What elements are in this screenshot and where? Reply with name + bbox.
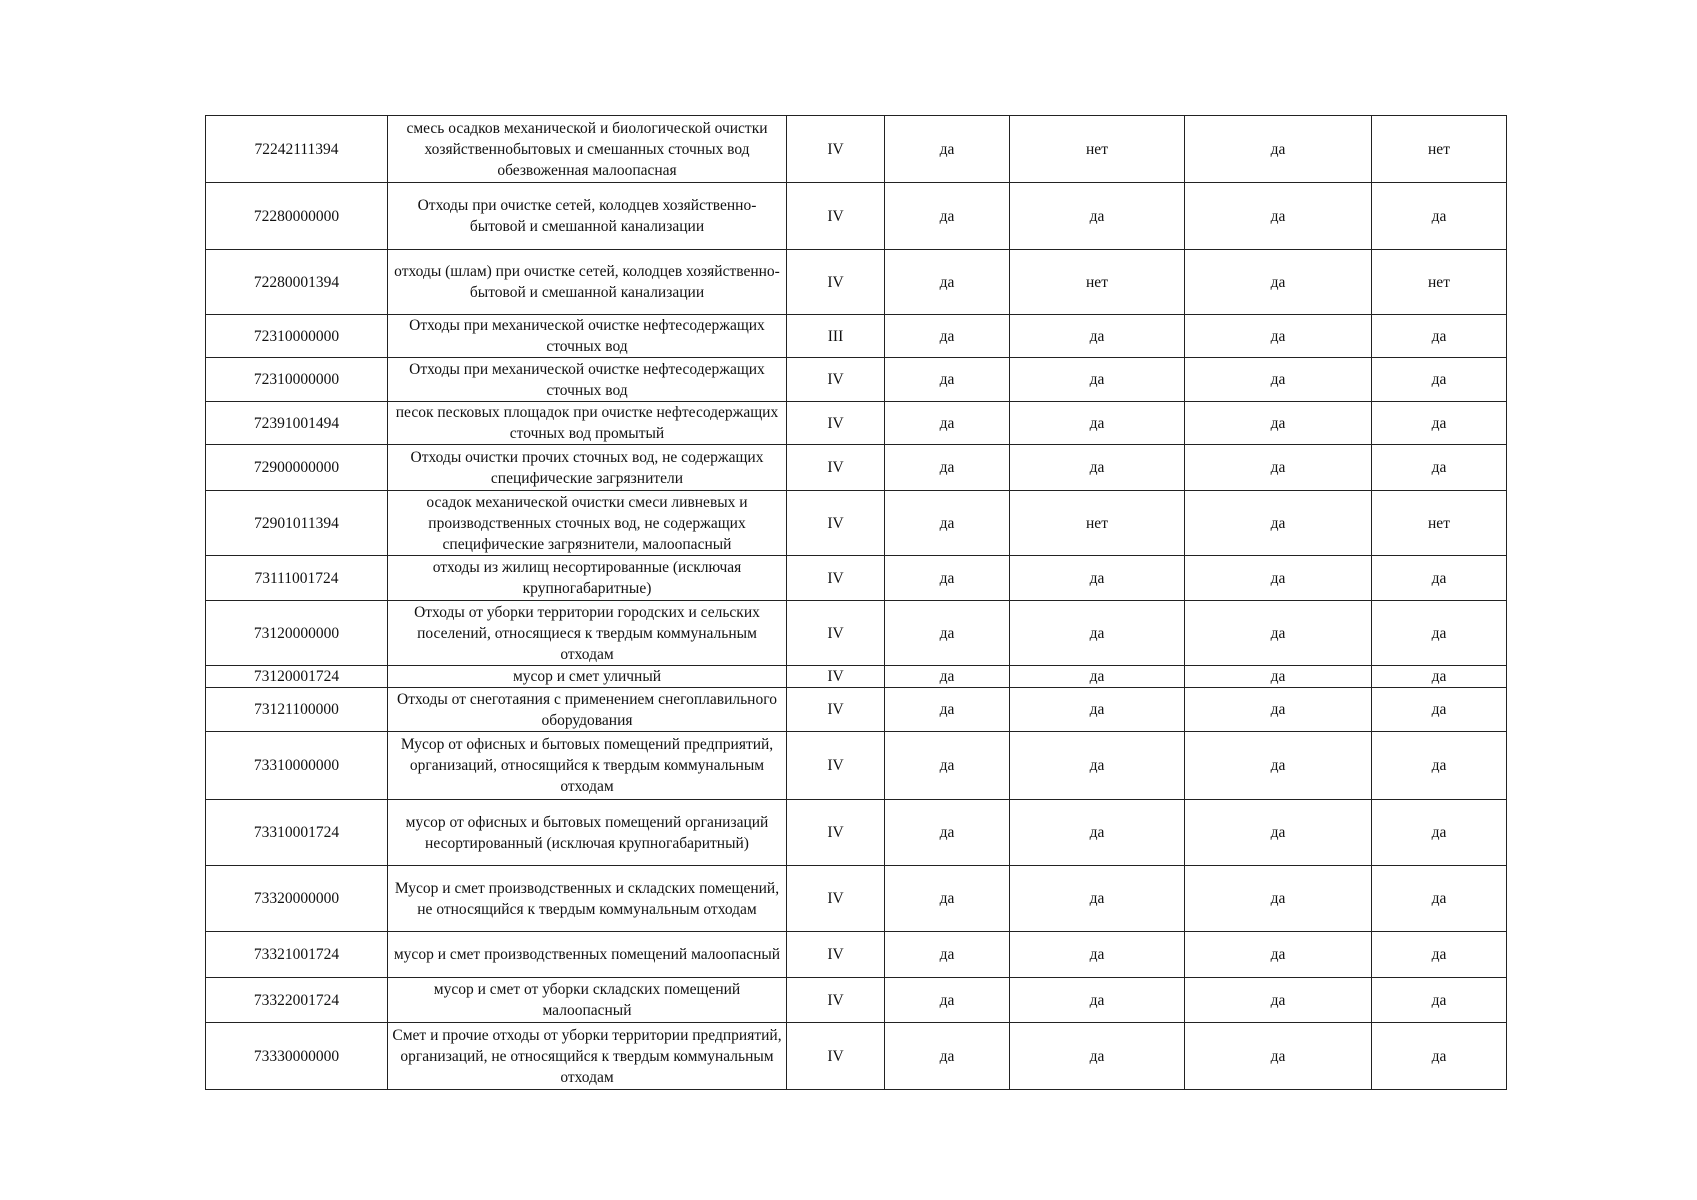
waste-name-cell: отходы из жилищ несортированные (исключая крупногабаритные) (388, 556, 787, 601)
flag-cell-1: да (885, 315, 1010, 358)
flag-cell-1: да (885, 732, 1010, 800)
waste-code-cell: 72310000000 (206, 358, 388, 402)
waste-name-cell: Мусор и смет производственных и складских помещений, не относящийся к твердым коммунальным отходам (388, 866, 787, 932)
waste-code-cell: 73320000000 (206, 866, 388, 932)
flag-cell-2: да (1010, 402, 1185, 445)
waste-code-cell: 73111001724 (206, 556, 388, 601)
table-row (206, 601, 1507, 666)
table-row (206, 358, 1507, 402)
flag-cell-1: да (885, 688, 1010, 732)
flag-cell-4: да (1372, 556, 1507, 601)
table-row (206, 556, 1507, 601)
table-row (206, 666, 1507, 688)
waste-name-cell: Отходы от уборки территории городских и сельских поселений, относящиеся к твердым коммунальным отходам (388, 601, 787, 666)
hazard-class-cell: IV (787, 666, 885, 688)
flag-cell-3: да (1185, 866, 1372, 932)
flag-cell-3: да (1185, 250, 1372, 315)
table-row (206, 491, 1507, 556)
flag-cell-4: да (1372, 978, 1507, 1023)
flag-cell-1: да (885, 666, 1010, 688)
flag-cell-2: да (1010, 1023, 1185, 1090)
hazard-class-cell: IV (787, 932, 885, 978)
flag-cell-3: да (1185, 732, 1372, 800)
hazard-class-cell: IV (787, 978, 885, 1023)
flag-cell-1: да (885, 402, 1010, 445)
flag-cell-3: да (1185, 315, 1372, 358)
flag-cell-2: да (1010, 666, 1185, 688)
table-row (206, 688, 1507, 732)
flag-cell-1: да (885, 358, 1010, 402)
table-row (206, 978, 1507, 1023)
flag-cell-2: да (1010, 556, 1185, 601)
table-body (206, 116, 1507, 1090)
waste-name-cell: мусор и смет уличный (388, 666, 787, 688)
hazard-class-cell: IV (787, 556, 885, 601)
flag-cell-2: нет (1010, 116, 1185, 183)
flag-cell-2: да (1010, 358, 1185, 402)
waste-code-cell: 73310000000 (206, 732, 388, 800)
flag-cell-1: да (885, 116, 1010, 183)
waste-name-cell: Мусор от офисных и бытовых помещений предприятий, организаций, относящийся к твердым коммунальным отходам (388, 732, 787, 800)
waste-name-cell: Отходы при механической очистке нефтесодержащих сточных вод (388, 358, 787, 402)
flag-cell-4: да (1372, 866, 1507, 932)
flag-cell-2: да (1010, 688, 1185, 732)
flag-cell-1: да (885, 556, 1010, 601)
waste-name-cell: Смет и прочие отходы от уборки территории предприятий, организаций, не относящийся к твердым коммунальным отходам (388, 1023, 787, 1090)
hazard-class-cell: IV (787, 800, 885, 866)
flag-cell-3: да (1185, 445, 1372, 491)
flag-cell-2: да (1010, 315, 1185, 358)
flag-cell-3: да (1185, 978, 1372, 1023)
flag-cell-3: да (1185, 666, 1372, 688)
flag-cell-2: да (1010, 183, 1185, 250)
flag-cell-4: да (1372, 601, 1507, 666)
flag-cell-1: да (885, 800, 1010, 866)
flag-cell-2: да (1010, 932, 1185, 978)
waste-name-cell: мусор от офисных и бытовых помещений организаций несортированный (исключая крупногабаритный) (388, 800, 787, 866)
waste-code-cell: 72242111394 (206, 116, 388, 183)
table-row (206, 315, 1507, 358)
flag-cell-3: да (1185, 183, 1372, 250)
flag-cell-3: да (1185, 556, 1372, 601)
waste-code-cell: 73330000000 (206, 1023, 388, 1090)
hazard-class-cell: IV (787, 491, 885, 556)
flag-cell-1: да (885, 445, 1010, 491)
flag-cell-4: да (1372, 402, 1507, 445)
table-row (206, 932, 1507, 978)
waste-name-cell: Отходы очистки прочих сточных вод, не содержащих специфические загрязнители (388, 445, 787, 491)
hazard-class-cell: IV (787, 116, 885, 183)
waste-code-cell: 72391001494 (206, 402, 388, 445)
waste-code-cell: 73120000000 (206, 601, 388, 666)
table-row (206, 183, 1507, 250)
waste-code-cell: 73310001724 (206, 800, 388, 866)
flag-cell-3: да (1185, 932, 1372, 978)
flag-cell-2: да (1010, 445, 1185, 491)
flag-cell-4: да (1372, 732, 1507, 800)
flag-cell-1: да (885, 183, 1010, 250)
waste-name-cell: Отходы при механической очистке нефтесодержащих сточных вод (388, 315, 787, 358)
flag-cell-4: нет (1372, 116, 1507, 183)
table-row (206, 445, 1507, 491)
flag-cell-4: да (1372, 445, 1507, 491)
flag-cell-2: да (1010, 732, 1185, 800)
flag-cell-3: да (1185, 601, 1372, 666)
waste-name-cell: Отходы от снеготаяния с применением снегоплавильного оборудования (388, 688, 787, 732)
flag-cell-1: да (885, 1023, 1010, 1090)
waste-code-cell: 72900000000 (206, 445, 388, 491)
flag-cell-2: да (1010, 800, 1185, 866)
flag-cell-4: да (1372, 358, 1507, 402)
waste-code-cell: 73321001724 (206, 932, 388, 978)
flag-cell-3: да (1185, 116, 1372, 183)
table-row (206, 800, 1507, 866)
waste-code-cell: 72280001394 (206, 250, 388, 315)
waste-code-cell: 72310000000 (206, 315, 388, 358)
flag-cell-2: нет (1010, 491, 1185, 556)
flag-cell-3: да (1185, 1023, 1372, 1090)
flag-cell-4: да (1372, 932, 1507, 978)
flag-cell-1: да (885, 932, 1010, 978)
table-row (206, 1023, 1507, 1090)
hazard-class-cell: IV (787, 402, 885, 445)
flag-cell-2: да (1010, 978, 1185, 1023)
flag-cell-4: да (1372, 688, 1507, 732)
waste-code-cell: 72280000000 (206, 183, 388, 250)
hazard-class-cell: III (787, 315, 885, 358)
table-row (206, 250, 1507, 315)
flag-cell-4: да (1372, 666, 1507, 688)
table-row (206, 732, 1507, 800)
table-row (206, 402, 1507, 445)
flag-cell-4: да (1372, 800, 1507, 866)
hazard-class-cell: IV (787, 250, 885, 315)
flag-cell-4: нет (1372, 250, 1507, 315)
hazard-class-cell: IV (787, 601, 885, 666)
flag-cell-1: да (885, 601, 1010, 666)
waste-code-cell: 73322001724 (206, 978, 388, 1023)
flag-cell-1: да (885, 866, 1010, 932)
flag-cell-3: да (1185, 402, 1372, 445)
flag-cell-2: нет (1010, 250, 1185, 315)
waste-name-cell: отходы (шлам) при очистке сетей, колодцев хозяйственно-бытовой и смешанной канализации (388, 250, 787, 315)
waste-name-cell: мусор и смет от уборки складских помещений малоопасный (388, 978, 787, 1023)
hazard-class-cell: IV (787, 688, 885, 732)
waste-code-cell: 72901011394 (206, 491, 388, 556)
flag-cell-4: да (1372, 1023, 1507, 1090)
waste-classification-table (205, 115, 1507, 1090)
flag-cell-2: да (1010, 601, 1185, 666)
table-row (206, 116, 1507, 183)
flag-cell-4: нет (1372, 491, 1507, 556)
waste-code-cell: 73121100000 (206, 688, 388, 732)
flag-cell-1: да (885, 491, 1010, 556)
waste-code-cell: 73120001724 (206, 666, 388, 688)
table-row (206, 866, 1507, 932)
flag-cell-3: да (1185, 358, 1372, 402)
waste-name-cell: мусор и смет производственных помещений малоопасный (388, 932, 787, 978)
flag-cell-4: да (1372, 315, 1507, 358)
flag-cell-4: да (1372, 183, 1507, 250)
hazard-class-cell: IV (787, 866, 885, 932)
flag-cell-1: да (885, 250, 1010, 315)
waste-name-cell: Отходы при очистке сетей, колодцев хозяйственно-бытовой и смешанной канализации (388, 183, 787, 250)
flag-cell-3: да (1185, 800, 1372, 866)
hazard-class-cell: IV (787, 183, 885, 250)
hazard-class-cell: IV (787, 358, 885, 402)
hazard-class-cell: IV (787, 732, 885, 800)
waste-name-cell: песок песковых площадок при очистке нефтесодержащих сточных вод промытый (388, 402, 787, 445)
waste-name-cell: осадок механической очистки смеси ливневых и производственных сточных вод, не содержащих специфические загрязнители, малоопасный (388, 491, 787, 556)
flag-cell-3: да (1185, 688, 1372, 732)
flag-cell-2: да (1010, 866, 1185, 932)
hazard-class-cell: IV (787, 445, 885, 491)
flag-cell-3: да (1185, 491, 1372, 556)
waste-name-cell: смесь осадков механической и биологической очистки хозяйственнобытовых и смешанных сточных вод обезвоженная малоопасная (388, 116, 787, 183)
hazard-class-cell: IV (787, 1023, 885, 1090)
flag-cell-1: да (885, 978, 1010, 1023)
